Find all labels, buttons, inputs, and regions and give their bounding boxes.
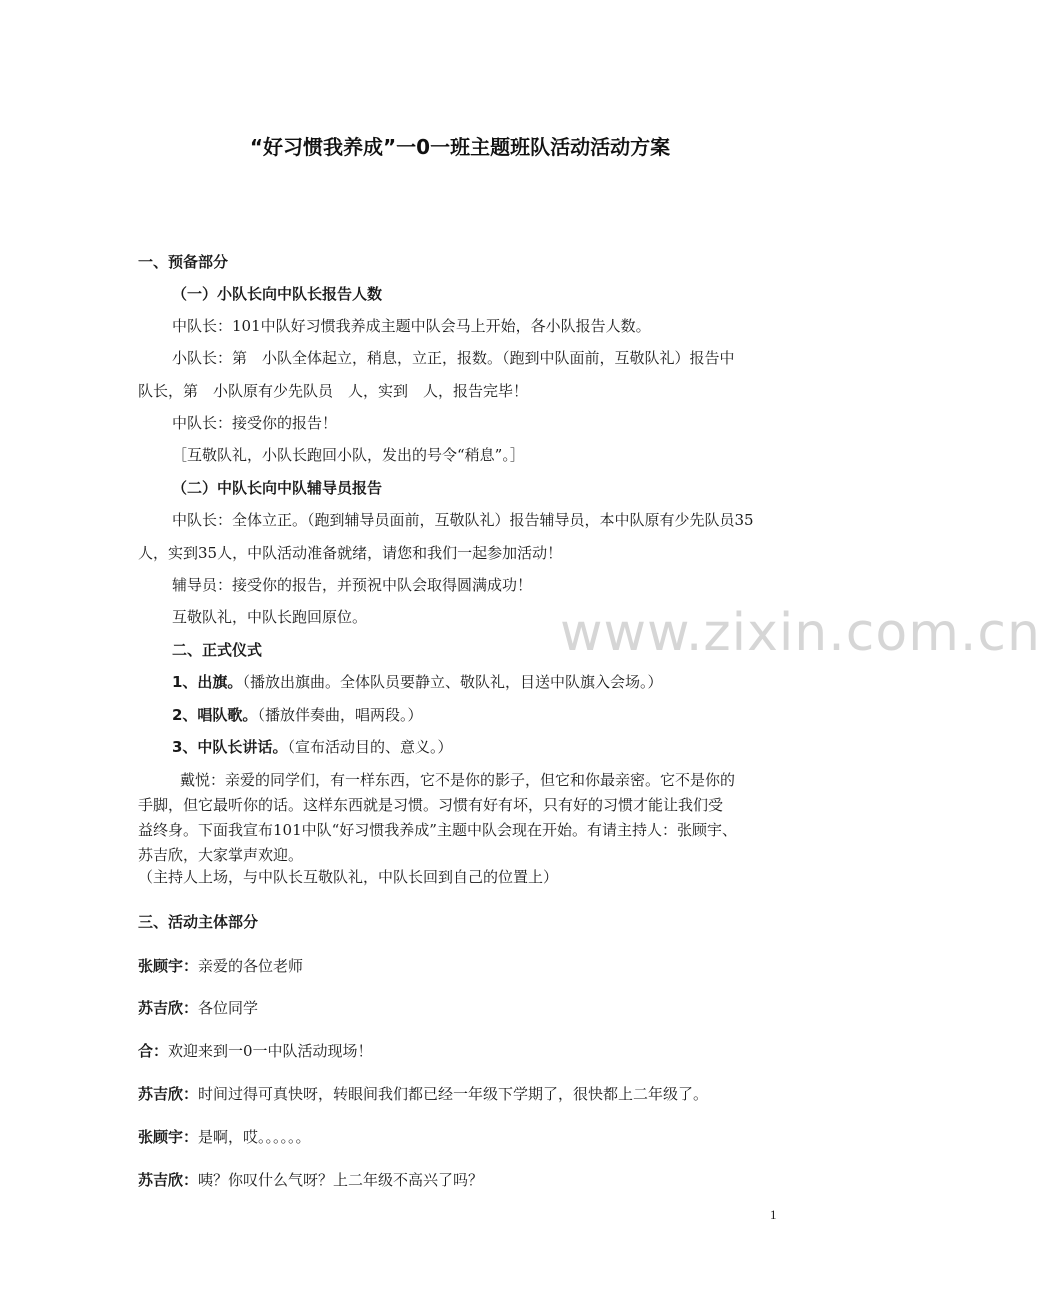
dialogue-line xyxy=(138,1083,708,1105)
list-item xyxy=(172,704,422,726)
dialogue-line xyxy=(138,1040,373,1062)
speech-paragraph: 益终身。下面我宣布101中队“好习惯我养成”主题中队会现在开始。有请主持人：张顾宇、 xyxy=(138,821,737,839)
dialogue-text: 咦？你叹什么气呀？上二年级不高兴了吗？ xyxy=(198,1171,484,1189)
speaker: 苏吉欣： xyxy=(138,1171,199,1189)
dialogue-line xyxy=(138,1169,483,1191)
list-item-text: （宣布活动目的、意义。） xyxy=(287,738,453,756)
list-item-text: （播放出旗曲。全体队员要静立、敬队礼，目送中队旗入会场。） xyxy=(242,673,663,691)
list-item-label: 2、唱队歌。 xyxy=(172,706,258,724)
section-3-heading: 三、活动主体部分 xyxy=(138,913,259,931)
dialogue-line xyxy=(138,955,303,977)
dialogue-text: 欢迎来到一0一中队活动现场！ xyxy=(168,1042,373,1060)
speaker: 合： xyxy=(138,1042,169,1060)
list-item xyxy=(172,736,452,758)
paragraph: 辅导员：接受你的报告，并预祝中队会取得圆满成功！ xyxy=(172,576,533,594)
subsection-2-heading: （二）中队长向中队辅导员报告 xyxy=(172,479,383,497)
paragraph: 中队长：全体立正。（跑到辅导员面前，互敬队礼）报告辅导员，本中队原有少先队员35 xyxy=(172,511,754,529)
speaker: 张顾宇： xyxy=(138,1128,199,1146)
section-1-heading: 一、预备部分 xyxy=(138,253,229,271)
paragraph: 中队长：接受你的报告！ xyxy=(172,414,338,432)
stage-note: （主持人上场，与中队长互敬队礼，中队长回到自己的位置上） xyxy=(138,868,559,886)
list-item-text: （播放伴奏曲，唱两段。） xyxy=(257,706,423,724)
list-item-label: 3、中队长讲话。 xyxy=(172,738,288,756)
dialogue-line xyxy=(138,1126,311,1148)
page-number: 1 xyxy=(770,1207,777,1222)
dialogue-text: 各位同学 xyxy=(198,999,259,1017)
paragraph: 人，实到35人，中队活动准备就绪，请您和我们一起参加活动！ xyxy=(138,544,563,562)
subsection-1-heading: （一）小队长向中队长报告人数 xyxy=(172,285,383,303)
speech-paragraph: 手脚，但它最听你的话。这样东西就是习惯。习惯有好有坏，只有好的习惯才能让我们受 xyxy=(138,796,724,814)
speaker: 苏吉欣： xyxy=(138,1085,199,1103)
list-item xyxy=(172,671,662,693)
dialogue-text: 亲爱的各位老师 xyxy=(198,957,304,975)
dialogue-text: 时间过得可真快呀，转眼间我们都已经一年级下学期了，很快都上二年级了。 xyxy=(198,1085,709,1103)
watermark: www.zixin.com.cn xyxy=(560,603,1041,663)
paragraph: 中队长：101中队好习惯我养成主题中队会马上开始，各小队报告人数。 xyxy=(172,317,651,335)
speech-paragraph: 苏吉欣，大家掌声欢迎。 xyxy=(138,846,304,864)
paragraph: 小队长：第 小队全体起立，稍息，立正，报数。（跑到中队面前，互敬队礼）报告中 xyxy=(172,349,735,367)
paragraph: 队长，第 小队原有少先队员 人，实到 人，报告完毕！ xyxy=(138,382,529,400)
paragraph: ［互敬队礼，小队长跑回小队，发出的号令“稍息”。］ xyxy=(172,446,525,464)
section-2-heading: 二、正式仪式 xyxy=(172,641,263,659)
list-item-label: 1、出旗。 xyxy=(172,673,243,691)
dialogue-text: 是啊，哎。。。。。。 xyxy=(198,1128,311,1146)
speech-paragraph: 戴悦：亲爱的同学们，有一样东西，它不是你的影子，但它和你最亲密。它不是你的 xyxy=(180,771,736,789)
dialogue-line xyxy=(138,997,258,1019)
paragraph: 互敬队礼，中队长跑回原位。 xyxy=(172,608,368,626)
document-title: “好习惯我养成”一0一班主题班队活动活动方案 xyxy=(249,135,671,159)
speaker: 苏吉欣： xyxy=(138,999,199,1017)
speaker: 张顾宇： xyxy=(138,957,199,975)
